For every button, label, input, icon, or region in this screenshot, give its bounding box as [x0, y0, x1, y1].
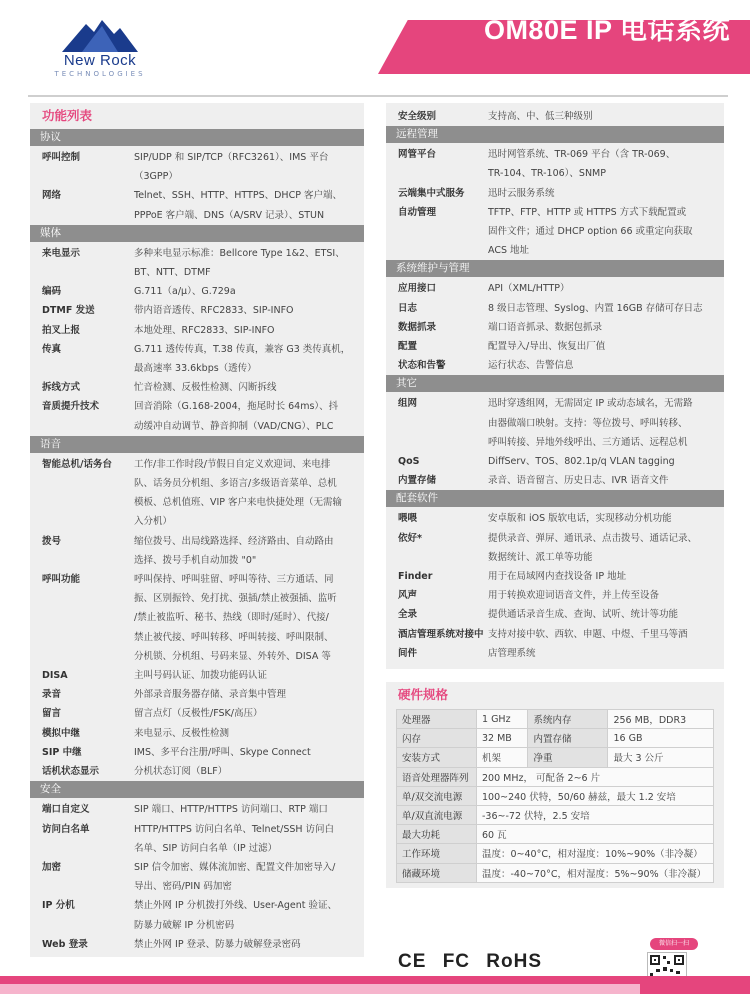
- spec-row: [30, 935, 364, 954]
- spec-row: [30, 858, 364, 896]
- spec-value-line: 用于在局域网内查找设备 IP 地址: [488, 571, 627, 583]
- spec-row: [30, 820, 364, 858]
- brand-subtitle: TECHNOLOGIES: [54, 70, 146, 78]
- spec-row: [386, 184, 724, 203]
- hardware-value: -36~-72 伏特，2.5 安培: [477, 805, 714, 824]
- spec-key: 拆线方式: [42, 382, 81, 394]
- category-header: 语音: [30, 436, 364, 453]
- spec-value-line: SIP/UDP 和 SIP/TCP（RFC3261）、IMS 平台: [134, 152, 329, 163]
- spec-value-line: 分机状态订阅（BLF）: [134, 766, 228, 778]
- spec-value: [488, 567, 718, 586]
- spec-value: [488, 509, 718, 528]
- spec-row: [30, 186, 364, 224]
- spec-value-line: SIP 端口、HTTP/HTTPS 访问端口、RTP 端口: [134, 804, 328, 816]
- spec-row: [30, 148, 364, 186]
- spec-value: [134, 321, 358, 340]
- hardware-key: 安装方式: [397, 748, 477, 767]
- spec-key: 配置: [398, 341, 418, 353]
- spec-value-line: 回音消除（G.168-2004，拖尾时长 64ms）、抖: [134, 401, 339, 413]
- spec-key: Finder: [398, 571, 433, 583]
- hardware-value: 16 GB: [608, 729, 714, 748]
- spec-key: 编码: [42, 286, 62, 298]
- brand-name: New Rock: [63, 52, 137, 69]
- spec-value-line: 固件文件；通过 DHCP option 66 或重定向获取: [488, 226, 693, 238]
- hardware-value: 200 MHz， 可配备 2~6 片: [477, 767, 714, 786]
- spec-key: 加密: [42, 861, 62, 873]
- spec-row: [386, 567, 724, 586]
- hardware-table: [396, 709, 714, 883]
- spec-value: [134, 743, 358, 762]
- spec-value-line: 端口语音抓录、数据包抓录: [488, 321, 603, 333]
- spec-key: 组网: [398, 398, 418, 410]
- spec-value-line: 呼叫保持、呼叫驻留、呼叫等待、三方通话、同: [134, 574, 334, 586]
- hardware-key: 储藏环境: [397, 863, 477, 882]
- spec-value-line: 迅时网管系统、TR-069 平台（含 TR-069、: [488, 149, 676, 161]
- spec-value-line: ACS 地址: [488, 245, 530, 257]
- spec-row: [30, 704, 364, 723]
- spec-value-line: /禁止被监听、秘书、热线（即时/延时）、代接/: [134, 612, 329, 624]
- spec-row: [386, 625, 724, 663]
- spec-value: [134, 186, 358, 224]
- footer-band-light: [0, 984, 640, 994]
- spec-value-line: 工作/非工作时段/节假日自定义欢迎词、来电排: [134, 458, 331, 470]
- spec-value-line: 多种来电显示标准：Bellcore Type 1&2、ETSI、: [134, 247, 345, 259]
- hardware-row: [397, 825, 714, 844]
- spec-key: 喂喂: [398, 513, 418, 525]
- spec-value-line: DiffServ、TOS、802.1p/q VLAN tagging: [488, 456, 675, 468]
- feature-list-panel-continued: [386, 103, 724, 669]
- hardware-row: [397, 844, 714, 863]
- spec-key: 网管平台: [398, 149, 437, 161]
- spec-key: 话机状态显示: [42, 766, 100, 778]
- category-header: 协议: [30, 129, 364, 146]
- hardware-value: 机架: [477, 748, 528, 767]
- spec-key: Web 登录: [42, 938, 88, 950]
- spec-value: [134, 800, 358, 819]
- spec-value-line: 配置导入/导出、恢复出厂值: [488, 341, 606, 353]
- spec-row: [30, 570, 364, 666]
- spec-row: [30, 321, 364, 340]
- spec-row-security-level: [386, 103, 724, 126]
- spec-key: IP 分机: [42, 900, 75, 912]
- spec-key: 端口自定义: [42, 804, 90, 816]
- spec-value: [488, 337, 718, 356]
- spec-row: [386, 318, 724, 337]
- spec-value-line: API（XML/HTTP）: [488, 283, 570, 295]
- spec-value: [134, 455, 358, 532]
- spec-value-line: 数据统计、派工单等功能: [488, 551, 593, 563]
- spec-key: 全录: [398, 609, 418, 621]
- spec-value: [134, 820, 358, 858]
- certification-marks: [398, 951, 552, 973]
- hardware-row: [397, 786, 714, 805]
- hardware-key: 单/双直流电源: [397, 805, 477, 824]
- spec-value: [488, 586, 718, 605]
- hardware-value: 温度：0~40°C，相对湿度：10%~90%（非冷凝）: [477, 844, 714, 863]
- spec-value-line: 来电显示、反极性检测: [134, 727, 230, 739]
- spec-row: [386, 471, 724, 490]
- spec-value-line: Telnet、SSH、HTTP、HTTPS、DHCP 客户端、: [134, 190, 342, 202]
- spec-key: 数据抓录: [398, 321, 437, 333]
- spec-row: [30, 724, 364, 743]
- spec-row: [30, 532, 364, 570]
- spec-row: [30, 301, 364, 320]
- spec-row: [30, 282, 364, 301]
- spec-value: [488, 184, 718, 203]
- spec-value-line: SIP 信令加密、媒体流加密、配置文件加密导入/: [134, 861, 336, 873]
- spec-key: 依好*: [398, 532, 422, 544]
- spec-value-line: 主叫号码认证、加拨功能码认证: [134, 670, 268, 682]
- category-header: 系统维护与管理: [386, 260, 724, 277]
- spec-value-line: 禁止外网 IP 登录、防暴力破解登录密码: [134, 938, 301, 950]
- spec-value: [134, 397, 358, 435]
- spec-value-line: 动缓冲自动调节、静音抑制（VAD/CNG）、PLC: [134, 420, 334, 432]
- spec-value-line: G.711 透传传真，T.38 传真，兼容 G3 类传真机，: [134, 343, 351, 355]
- spec-value-line: 本地处理、RFC2833、SIP-INFO: [134, 324, 275, 336]
- spec-row: [30, 244, 364, 282]
- spec-value-line: （3GPP）: [134, 171, 178, 183]
- spec-row: [30, 666, 364, 685]
- spec-value-line: 最高速率 33.6kbps（透传）: [134, 363, 257, 375]
- spec-row: [386, 529, 724, 567]
- spec-row: [30, 896, 364, 934]
- spec-value-line: 8 级日志管理、Syslog、内置 16GB 存储可存日志: [488, 302, 703, 314]
- mountain-logo-icon: [62, 18, 138, 52]
- spec-value-line: 防暴力破解 IP 分机密码: [134, 919, 235, 931]
- ce-mark: CE: [398, 951, 427, 972]
- spec-value-line: 留言点灯（反极性/FSK/高压）: [134, 708, 263, 720]
- hardware-value: 60 瓦: [477, 825, 714, 844]
- category-header: 配套软件: [386, 490, 724, 507]
- hardware-value: 32 MB: [477, 729, 528, 748]
- spec-key: 呼叫功能: [42, 574, 81, 586]
- spec-row: [30, 800, 364, 819]
- spec-value-line: 振、区别振铃、免打扰、强插/禁止被强插、监听: [134, 593, 337, 605]
- spec-value: [134, 148, 358, 186]
- hardware-key: 单/双交流电源: [397, 786, 477, 805]
- spec-value: [488, 299, 718, 318]
- spec-value: [134, 378, 358, 397]
- spec-key: 安全级别: [398, 111, 437, 122]
- spec-value: [134, 244, 358, 282]
- hardware-panel: [386, 682, 724, 888]
- spec-key: 来电显示: [42, 247, 81, 259]
- spec-value: [488, 452, 718, 471]
- spec-value: [134, 896, 358, 934]
- spec-value: [488, 394, 718, 452]
- spec-key: 日志: [398, 302, 418, 314]
- spec-row: [30, 762, 364, 781]
- spec-row: [30, 397, 364, 435]
- spec-value: [488, 279, 718, 298]
- spec-value-line: 安卓版和 iOS 版软电话，实现移动分机功能: [488, 513, 672, 525]
- spec-key: 自动管理: [398, 206, 437, 218]
- hardware-key: 内置存储: [528, 729, 608, 748]
- hardware-row: [397, 710, 714, 729]
- spec-row: [386, 279, 724, 298]
- feature-groups-right: [386, 126, 724, 663]
- spec-value: [134, 762, 358, 781]
- spec-value-line: 提供录音、弹屏、通讯录、点击拨号、通话记录、: [488, 532, 698, 544]
- hardware-value: 100~240 伏特，50/60 赫兹，最大 1.2 安培: [477, 786, 714, 805]
- spec-value-line: 入分机）: [134, 516, 173, 528]
- spec-value: [488, 318, 718, 337]
- hardware-key: 净重: [528, 748, 608, 767]
- spec-value: [134, 724, 358, 743]
- spec-key: 智能总机/话务台: [42, 458, 112, 470]
- hardware-key: 处理器: [397, 710, 477, 729]
- spec-value-line: 禁止被代接、呼叫转移、呼叫转接、呼叫限制、: [134, 631, 334, 643]
- spec-value-line: 队、话务员分机组、多语言/多级语音菜单、总机: [134, 478, 337, 490]
- brand-logo: [40, 18, 160, 78]
- hardware-key: 最大功耗: [397, 825, 477, 844]
- spec-key: 拨号: [42, 535, 62, 547]
- spec-value-line: 禁止外网 IP 分机拨打外线、User-Agent 验证、: [134, 900, 337, 912]
- hardware-row: [397, 805, 714, 824]
- spec-row: [386, 586, 724, 605]
- hardware-key: 闪存: [397, 729, 477, 748]
- spec-value: [134, 935, 358, 954]
- spec-value-line: TFTP、FTP、HTTP 或 HTTPS 方式下载配置或: [488, 206, 687, 218]
- spec-value-line: 模板、总机值班、VIP 客户来电快捷处理（无需输: [134, 497, 343, 509]
- spec-value: [488, 203, 718, 261]
- spec-key: 模拟中继: [42, 727, 81, 739]
- feature-list-title: 功能列表: [42, 108, 93, 123]
- spec-value-line: 用于转换欢迎词语音文件，并上传至设备: [488, 590, 660, 602]
- spec-value-line: 由器做端口映射。支持：等位拨号、呼叫转移、: [488, 417, 688, 429]
- spec-value-line: 忙音检测、反极性检测、闪断拆线: [134, 382, 277, 394]
- spec-row: [30, 455, 364, 532]
- spec-key: DTMF 发送: [42, 305, 95, 317]
- spec-value-line: 缩位拨号、出局线路选择、经济路由、自动路由: [134, 535, 334, 547]
- hardware-value: 1 GHz: [477, 710, 528, 729]
- spec-row: [386, 605, 724, 624]
- spec-value-line: 支持高、中、低三种级别: [488, 111, 593, 122]
- spec-key: 内置存储: [398, 475, 437, 487]
- spec-key: DISA: [42, 670, 68, 682]
- spec-key: SIP 中继: [42, 746, 82, 758]
- spec-key: 呼叫控制: [42, 152, 81, 163]
- spec-row: [386, 145, 724, 183]
- spec-key: 应用接口: [398, 283, 437, 295]
- spec-value-line: 录音、语音留言、历史日志、IVR 语音文件: [488, 475, 669, 487]
- hardware-value: 256 MB，DDR3: [608, 710, 714, 729]
- hardware-row: [397, 729, 714, 748]
- spec-row: [386, 509, 724, 528]
- feature-groups: [30, 129, 364, 954]
- spec-value-line: 迅时云服务系统: [488, 187, 555, 199]
- spec-value-line: BT、NTT、DTMF: [134, 267, 211, 279]
- spec-row: [386, 299, 724, 318]
- spec-value-line: G.711（a/μ）、G.729a: [134, 286, 236, 298]
- spec-key: 云端集中式服务: [398, 187, 465, 199]
- hardware-value: 温度：-40~70°C，相对湿度：5%~90%（非冷凝）: [477, 863, 714, 882]
- spec-key: 拍叉上报: [42, 324, 81, 336]
- qr-badge: 微信扫一扫: [650, 938, 698, 950]
- spec-value: [134, 340, 358, 378]
- spec-value: [134, 685, 358, 704]
- spec-value-line: 分机锁、分机组、号码来显、外转外、DISA 等: [134, 650, 331, 662]
- feature-list-panel: [30, 103, 364, 957]
- spec-key: 网络: [42, 190, 62, 202]
- spec-value: [134, 301, 358, 320]
- spec-key: 留言: [42, 708, 62, 720]
- hardware-key: 系统内存: [528, 710, 608, 729]
- spec-value: [488, 529, 718, 567]
- spec-value-line: 支持对接中软、西软、申题、中煜、千里马等酒: [488, 628, 688, 640]
- spec-value: [488, 471, 718, 490]
- category-header: 其它: [386, 375, 724, 392]
- category-header: 安全: [30, 781, 364, 798]
- spec-value-line: TR-104、TR-106）、SNMP: [488, 168, 606, 180]
- spec-value-line: 提供通话录音生成、查询、试听、统计等功能: [488, 609, 679, 621]
- spec-key: 状态和告警: [398, 360, 446, 372]
- spec-value: [488, 605, 718, 624]
- hardware-row: [397, 863, 714, 882]
- hardware-row: [397, 767, 714, 786]
- spec-key: QoS: [398, 456, 420, 468]
- spec-key: 风声: [398, 590, 418, 602]
- spec-value-line: HTTP/HTTPS 访问白名单、Telnet/SSH 访问白: [134, 823, 335, 835]
- spec-row: [30, 378, 364, 397]
- header-divider: [28, 95, 728, 97]
- spec-value-line: IMS、多平台注册/呼叫、Skype Connect: [134, 746, 311, 758]
- spec-value: [134, 858, 358, 896]
- spec-value: [488, 356, 718, 375]
- spec-value-line: 带内语音透传、RFC2833、SIP-INFO: [134, 305, 294, 317]
- category-header: 远程管理: [386, 126, 724, 143]
- spec-row: [386, 337, 724, 356]
- spec-value-line: 选择、拨号手机自动加拨 "0": [134, 554, 257, 566]
- spec-value-line: 导出、密码/PIN 码加密: [134, 881, 232, 893]
- spec-value: [488, 145, 718, 183]
- spec-value-line: 名单、SIP 访问白名单（IP 过滤）: [134, 842, 278, 854]
- spec-key: 音质提升技术: [42, 401, 100, 413]
- page-title: OM80E IP 电话系统: [483, 15, 730, 45]
- spec-row: [30, 743, 364, 762]
- hardware-key: 语音处理器阵列: [397, 767, 477, 786]
- spec-value-line: 外部录音服务器存储、录音集中管理: [134, 689, 287, 701]
- spec-value: [134, 282, 358, 301]
- spec-value-line: 呼叫转接、异地外线呼出、三方通话、远程总机: [488, 436, 688, 448]
- spec-value-line: PPPoE 客户端、DNS（A/SRV 记录）、STUN: [134, 209, 325, 221]
- spec-value: [488, 625, 718, 663]
- fcc-mark: FC: [442, 951, 471, 972]
- spec-value: [488, 107, 718, 126]
- category-header: 媒体: [30, 225, 364, 242]
- spec-value-line: 迅时穿透组网，无需固定 IP 或动态域名，无需路: [488, 398, 693, 410]
- spec-row: [30, 685, 364, 704]
- spec-key: 酒店管理系统对接中间件: [398, 628, 484, 659]
- spec-row: [386, 203, 724, 261]
- spec-key: 录音: [42, 689, 62, 701]
- spec-row: [30, 340, 364, 378]
- spec-key: 访问白名单: [42, 823, 90, 835]
- hardware-title: 硬件规格: [398, 687, 449, 702]
- hardware-row: [397, 748, 714, 767]
- spec-row: [386, 394, 724, 452]
- spec-row: [386, 356, 724, 375]
- spec-value: [134, 704, 358, 723]
- spec-value-line: 运行状态、告警信息: [488, 360, 574, 372]
- spec-row: [386, 452, 724, 471]
- spec-value-line: 店管理系统: [488, 647, 536, 659]
- spec-value: [134, 532, 358, 570]
- rohs-mark: RoHS: [486, 951, 543, 972]
- spec-value: [134, 666, 358, 685]
- spec-key: 传真: [42, 343, 62, 355]
- spec-value: [134, 570, 358, 666]
- hardware-value: 最大 3 公斤: [608, 748, 714, 767]
- hardware-key: 工作环境: [397, 844, 477, 863]
